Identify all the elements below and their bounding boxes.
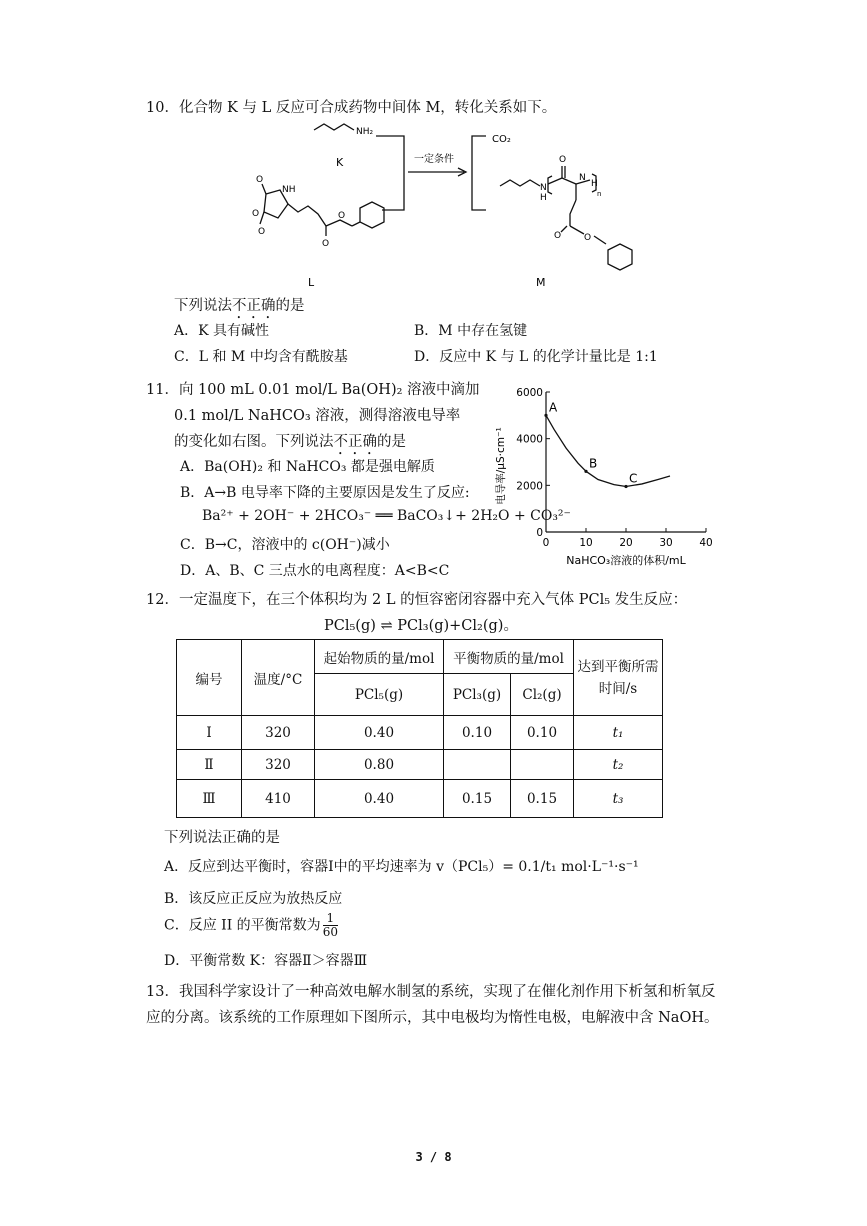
x-tick-label: 0 bbox=[542, 537, 550, 549]
point-c-marker bbox=[624, 485, 627, 488]
row1-temp: 320 bbox=[242, 716, 315, 750]
page-number: 3 / 8 bbox=[415, 1150, 452, 1164]
reactant-bracket bbox=[376, 136, 404, 210]
q12-option-c[interactable] bbox=[164, 912, 338, 939]
y-tick-label: 6000 bbox=[516, 387, 543, 399]
condition-label: 一定条件 bbox=[414, 154, 454, 165]
q10-option-a[interactable]: A．K 具有碱性 bbox=[174, 323, 270, 339]
header-start: 起始物质的量/mol bbox=[315, 640, 444, 674]
header-pcl3: PCl₃(g) bbox=[444, 674, 511, 716]
point-label-b: B bbox=[589, 456, 598, 471]
m-atom-h2: H bbox=[591, 179, 598, 189]
q12-option-c-text: C．反应 II 的平衡常数为 bbox=[164, 917, 321, 934]
fraction-numerator: 1 bbox=[323, 912, 338, 926]
equilibrium-table bbox=[176, 639, 663, 818]
q13-line2: 应的分离。该系统的工作原理如下图所示，其中电极均为惰性电极，电解液中含 NaOH。 bbox=[146, 1010, 719, 1026]
q10-option-c[interactable]: C．L 和 M 中均含有酰胺基 bbox=[174, 349, 348, 365]
q12-ask: 下列说法正确的是 bbox=[164, 830, 280, 846]
y-axis-label: 电导率/μS·cm⁻¹ bbox=[495, 427, 507, 505]
l-label: L bbox=[308, 276, 315, 289]
q11-option-b[interactable]: B．A→B 电导率下降的主要原因是发生了反应: bbox=[180, 485, 470, 501]
m-butyl-chain bbox=[500, 180, 540, 186]
q10-stem: 10．化合物 K 与 L 反应可合成药物中间体 M，转化关系如下。 bbox=[146, 100, 557, 116]
q10-ask-emphasis: 不正确 bbox=[232, 298, 276, 314]
q12-option-a[interactable]: A．反应到达平衡时，容器Ⅰ中的平均速率为 v（PCl₅）= 0.1/t₁ mol·L⁻¹·s⁻¹ bbox=[164, 859, 639, 875]
l-atom-o4: O bbox=[322, 239, 330, 249]
row1-time: t₁ bbox=[574, 716, 663, 750]
q12-option-d[interactable]: D．平衡常数 K：容器Ⅱ＞容器Ⅲ bbox=[164, 953, 368, 969]
point-b-marker bbox=[584, 470, 587, 473]
l-atom-nh: NH bbox=[282, 185, 296, 195]
table-row bbox=[177, 780, 663, 818]
point-a-marker bbox=[544, 414, 547, 417]
q11-option-c[interactable]: C．B→C，溶液中的 c(OH⁻)减小 bbox=[180, 537, 390, 553]
l-atom-o2: O bbox=[252, 209, 260, 219]
row2-pcl5: 0.80 bbox=[315, 750, 444, 780]
header-cl2: Cl₂(g) bbox=[511, 674, 574, 716]
header-temp: 温度/°C bbox=[242, 640, 315, 716]
y-tick-label: 2000 bbox=[516, 480, 543, 493]
q10-ask-post: 的是 bbox=[275, 298, 305, 314]
q12-option-b[interactable]: B．该反应正反应为放热反应 bbox=[164, 891, 343, 907]
row2-id: Ⅱ bbox=[177, 750, 242, 780]
header-pcl5: PCl₅(g) bbox=[315, 674, 444, 716]
l-benzene-ring bbox=[360, 202, 384, 228]
m-atom-n2: N bbox=[579, 173, 586, 183]
q11-option-d[interactable]: D．A、B、C 三点水的电离程度：A<B<C bbox=[180, 563, 450, 579]
q12-equation: PCl₅(g) ⇌ PCl₃(g)+Cl₂(g)。 bbox=[324, 618, 518, 634]
k-label: K bbox=[336, 156, 344, 169]
row3-temp: 410 bbox=[242, 780, 315, 818]
m-atom-o2: O bbox=[554, 231, 562, 241]
header-eq: 平衡物质的量/mol bbox=[444, 640, 574, 674]
m-side-chain bbox=[570, 200, 576, 226]
q12-stem: 12．一定温度下，在三个体积均为 2 L 的恒容密闭容器中充入气体 PCl₅ 发生反应： bbox=[146, 592, 688, 608]
header-time: 达到平衡所需时间/s bbox=[574, 640, 663, 716]
q10-reaction-diagram bbox=[236, 122, 656, 290]
x-tick-label: 40 bbox=[699, 537, 713, 549]
row1-pcl3: 0.10 bbox=[444, 716, 511, 750]
x-tick-label: 10 bbox=[579, 537, 593, 549]
q12-option-c-fraction bbox=[323, 912, 338, 939]
q10-ask-pre: 下列说法 bbox=[174, 298, 232, 314]
m-atom-h1: H bbox=[540, 193, 547, 203]
row1-cl2: 0.10 bbox=[511, 716, 574, 750]
fraction-denominator: 60 bbox=[322, 925, 338, 939]
point-label-a: A bbox=[549, 400, 558, 415]
row2-time: t₂ bbox=[574, 750, 663, 780]
row3-time: t₃ bbox=[574, 780, 663, 818]
q11-ask-emphasis: 不正确 bbox=[333, 434, 377, 450]
l-atom-o5: O bbox=[338, 211, 346, 221]
m-label: M bbox=[536, 276, 546, 289]
row3-cl2: 0.15 bbox=[511, 780, 574, 818]
q10-ask bbox=[174, 294, 305, 322]
m-atom-o1: O bbox=[559, 155, 567, 165]
row3-pcl3: 0.15 bbox=[444, 780, 511, 818]
q11-ask-pre: 的变化如右图。下列说法 bbox=[174, 434, 334, 450]
q11-option-a[interactable]: A．Ba(OH)₂ 和 NaHCO₃ 都是强电解质 bbox=[180, 459, 435, 475]
q13-line1: 13．我国科学家设计了一种高效电解水制氢的系统，实现了在催化剂作用下析氢和析氧反 bbox=[146, 984, 716, 1000]
header-id: 编号 bbox=[177, 640, 242, 716]
q11-line3 bbox=[174, 430, 406, 458]
q10-option-b[interactable]: B．M 中存在氢键 bbox=[414, 323, 528, 339]
q11-line1: 11．向 100 mL 0.01 mol/L Ba(OH)₂ 溶液中滴加 bbox=[146, 382, 480, 398]
l-side-chain bbox=[288, 204, 326, 226]
m-atom-n1: N bbox=[540, 183, 547, 193]
q10-option-d[interactable]: D．反应中 K 与 L 的化学计量比是 1:1 bbox=[414, 349, 658, 365]
row3-pcl5: 0.40 bbox=[315, 780, 444, 818]
l-atom-o3: O bbox=[258, 227, 266, 237]
table-row bbox=[177, 750, 663, 780]
y-tick-label: 4000 bbox=[516, 433, 543, 446]
q11-line2: 0.1 mol/L NaHCO₃ 溶液，测得溶液电导率 bbox=[174, 408, 461, 424]
row1-pcl5: 0.40 bbox=[315, 716, 444, 750]
conductivity-series-line bbox=[546, 415, 670, 486]
row1-id: Ⅰ bbox=[177, 716, 242, 750]
co2-label: CO₂ bbox=[492, 134, 511, 145]
row2-temp: 320 bbox=[242, 750, 315, 780]
x-axis-label: NaHCO₃溶液的体积/mL bbox=[566, 554, 686, 567]
x-tick-label: 20 bbox=[619, 537, 633, 549]
q11-option-b-equation: Ba²⁺ + 2OH⁻ + 2HCO₃⁻ ══ BaCO₃↓+ 2H₂O + CO₃²⁻ bbox=[202, 508, 571, 524]
conductivity-chart bbox=[484, 380, 720, 570]
k-nh2-label: NH₂ bbox=[356, 127, 374, 137]
row2-cl2 bbox=[511, 750, 574, 780]
point-label-c: C bbox=[629, 471, 638, 486]
table-row bbox=[177, 716, 663, 750]
product-bracket bbox=[472, 136, 486, 210]
m-sub-n: n bbox=[597, 190, 602, 198]
k-butyl-chain bbox=[314, 124, 354, 130]
x-tick-label: 30 bbox=[659, 537, 673, 549]
m-atom-o3: O bbox=[584, 233, 592, 243]
l-atom-o1: O bbox=[256, 175, 264, 185]
row2-pcl3 bbox=[444, 750, 511, 780]
q11-ask-post: 的是 bbox=[377, 434, 406, 450]
row3-id: Ⅲ bbox=[177, 780, 242, 818]
y-tick-label: 0 bbox=[536, 527, 543, 539]
m-benzene-ring bbox=[608, 244, 632, 270]
